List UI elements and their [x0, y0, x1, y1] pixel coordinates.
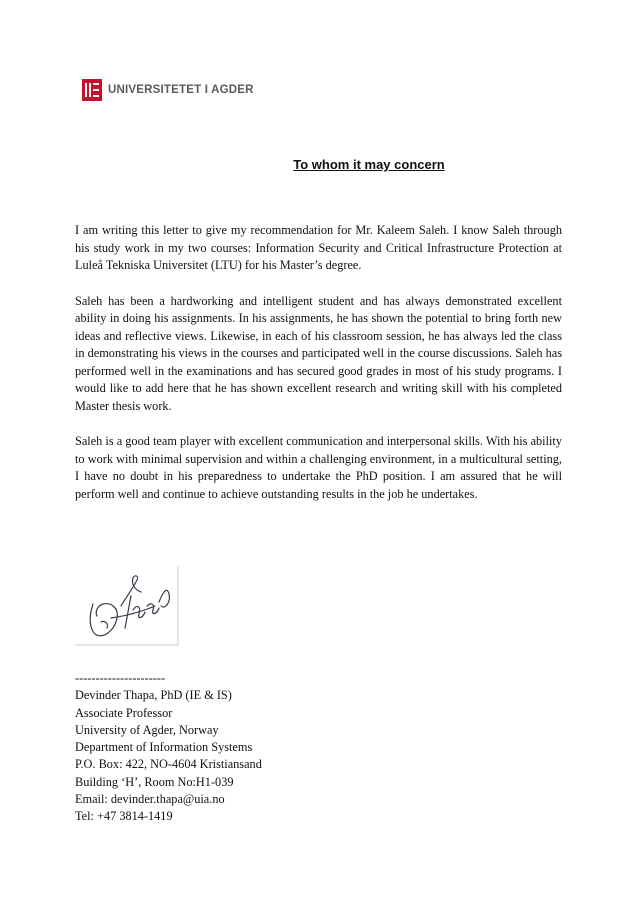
signer-name: Devinder Thapa, PhD (IE & IS)	[75, 688, 232, 703]
handwritten-signature	[75, 566, 179, 646]
signer-department: Department of Information Systems	[75, 740, 253, 755]
university-name: UNIVERSITETET I AGDER	[108, 84, 254, 96]
paragraph-3: Saleh is a good team player with excellent communication and interpersonal skills. With his ability to work with minimal supervision and within a challenging environment, in a multicultural setting, I have no doubt in his preparedness to undertake the PhD position. I am assured that he will perform well and continue to achieve outstanding results in the job he undertakes.	[75, 434, 562, 501]
signature-line: ----------------------	[75, 671, 166, 685]
paragraph-2: Saleh has been a hardworking and intelligent student and has always demonstrated excellent ability in doing his assignments. In his assignments, he has shown the potential to bring forth new ideas and reflective views. Likewise, in each of his classroom session, he has always led the class in demonstrating his views in the courses and participated well in the course discussions. Saleh has performed well in the examinations and has secured good grades in most of his study programs. I would like to add here that he has shown excellent research and writing skill with his completed Master thesis work.	[75, 293, 562, 413]
university-logo-icon	[82, 79, 102, 101]
letter-title: To whom it may concern	[293, 157, 445, 172]
signer-email: Email: devinder.thapa@uia.no	[75, 792, 225, 807]
signer-address: P.O. Box: 422, NO-4604 Kristiansand	[75, 757, 262, 772]
letterhead	[82, 78, 254, 102]
signer-university: University of Agder, Norway	[75, 722, 219, 737]
signature-block	[75, 670, 262, 826]
paragraph-1: I am writing this letter to give my recommendation for Mr. Kaleem Saleh. I know Saleh through his study work in my two courses: Information Security and Critical Infrastructure Protection at Luleå Tekniska Universitet (LTU) for his Master’s degree.	[75, 223, 562, 272]
signer-phone: Tel: +47 3814-1419	[75, 809, 173, 824]
letter-title-row	[0, 156, 638, 174]
signer-position: Associate Professor	[75, 705, 173, 720]
signer-building: Building ‘H’, Room No:H1-039	[75, 774, 234, 789]
letter-body	[75, 222, 562, 521]
